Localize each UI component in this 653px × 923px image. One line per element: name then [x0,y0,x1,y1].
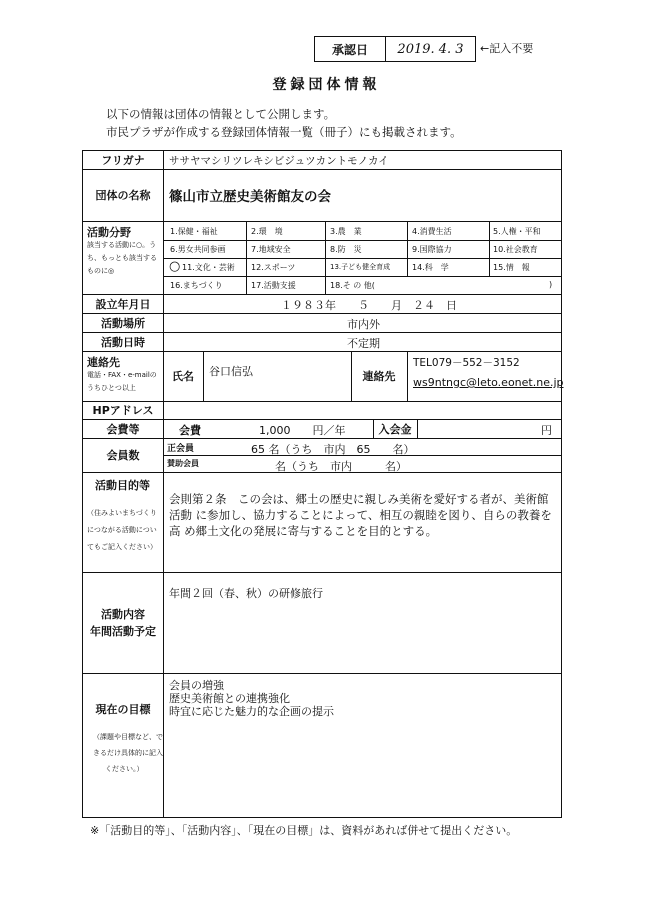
goal-line-2: 歴史美術館との連携強化 [169,692,290,705]
goal-line-3: 時宜に応じた魅力的な企画の提示 [169,705,334,718]
purpose-line-1: 会則第２条 この会は、郷土の歴史に親しみ美術を愛好する者が、美術館 [169,492,549,506]
contact-note-1: 電話・FAX・e-mailの [87,371,157,379]
goal-note-1: （課題や目標など、で [93,733,163,741]
goal-note-3: ください。） [105,765,144,773]
intro-line-2: 市民プラザが作成する登録団体情報一覧（冊子）にも掲載されます。 [106,125,462,139]
category-11: 11.文化・芸術 [182,263,235,272]
activity-field-label: 活動分野 [87,226,131,239]
annual-plan-label: 年間活動予定 [90,624,156,638]
category-2: 2.環 境 [251,227,283,236]
registration-form [82,150,562,818]
place-label: 活動場所 [101,316,145,330]
activity-field-note-3: ものに◎ [87,267,115,275]
category-18-close: ) [549,280,553,289]
schedule-label: 活動日時 [101,335,145,349]
purpose-note-2: につながる活動につい [87,526,157,534]
group-name-label: 団体の名称 [95,189,151,202]
goal-note-2: きるだけ具体的に記入 [93,749,163,757]
goal-line-1: 会員の増強 [169,679,224,692]
goal-label: 現在の目標 [95,702,151,716]
entry-fee-label: 入会金 [378,422,412,436]
approval-date-label: 承認日 [315,37,386,61]
category-9: 9.国際協力 [412,245,452,254]
category-15: 15.情 報 [493,263,530,272]
annual-fee-label: 会費 [179,424,201,437]
founded-value: １９８３年 ５ 月 ２４ 日 [281,299,457,312]
category-10: 10.社会教育 [493,245,538,254]
annual-fee-value: 1,000 円／年 [259,424,346,437]
no-entry-note: ←記入不要 [480,42,534,55]
regular-members-label: 正会員 [167,444,195,454]
phone-value: TEL079－552－3152 [413,357,520,369]
members-label: 会員数 [106,449,140,462]
category-13: 13.子ども健全育成 [330,263,391,271]
purpose-note-1: （住みよいまちづくり [87,509,157,517]
purpose-label: 活動目的等 [95,479,150,492]
page-title: 登録団体情報 [272,77,381,93]
category-6: 6.男女共同参画 [170,245,226,254]
category-16: 16.まちづくり [170,281,223,290]
group-name-value: 篠山市立歴史美術館友の会 [169,189,331,205]
fee-label: 会費等 [106,422,140,436]
person-name-value: 谷口信弘 [209,365,253,378]
selected-mark: ○ [169,259,181,274]
activity-field-note-2: ち、もっとも該当する [87,254,157,262]
homepage-label: HPアドレス [92,404,154,417]
email-value: ws9ntngc@leto.eonet.ne.jp [413,376,564,389]
furigana-value: ササヤマシリツレキシビジュツカントモノカイ [169,155,389,167]
category-5: 5.人権・平和 [493,227,541,236]
category-18: 18.そ の 他( [330,281,375,290]
furigana-label: フリガナ [101,154,145,167]
activity-content-value: 年間２回（春、秋）の研修旅行 [169,587,323,600]
category-14: 14.科 学 [412,263,449,272]
category-17: 17.活動支援 [251,281,296,290]
category-7: 7.地域安全 [251,245,291,254]
activity-content-label: 活動内容 [101,607,145,621]
approval-date-box [314,36,476,62]
contact-label: 連絡先 [87,356,120,369]
contact-note-2: うちひとつ以上 [87,384,136,392]
purpose-line-2: 活動 に参加し、協力することによって、相互の親睦を図り、自らの教養を [169,508,552,522]
person-name-label: 氏名 [172,370,194,383]
supporting-members-label: 賛助会員 [167,459,199,468]
schedule-value: 不定期 [347,337,380,350]
contact-info-label: 連絡先 [362,370,396,383]
regular-members-value: 65 名（うち 市内 65 名） [251,443,415,456]
category-1: 1.保健・福祉 [170,227,218,236]
category-3: 3.農 業 [330,227,362,236]
approval-date-value: 2019. 4. 3 [397,41,464,57]
intro-line-1: 以下の情報は団体の情報として公開します。 [106,107,336,121]
footer-note: ※「活動目的等」、「活動内容」、「現在の目標」は、資料があれば併せて提出ください。 [90,824,518,837]
activity-field-note-1: 該当する活動に○。う [87,241,157,249]
supporting-members-value: 名（うち 市内 名） [275,460,407,473]
founded-label: 設立年月日 [95,297,151,311]
purpose-note-3: てもご記入ください） [87,543,157,551]
category-8: 8.防 災 [330,245,362,254]
category-4: 4.消費生活 [412,227,452,236]
category-12: 12.スポーツ [251,263,296,272]
purpose-line-3: 高 め郷土文化の発展に寄与することを目的とする。 [169,524,438,538]
place-value: 市内外 [347,318,380,331]
entry-fee-value: 円 [541,424,552,437]
